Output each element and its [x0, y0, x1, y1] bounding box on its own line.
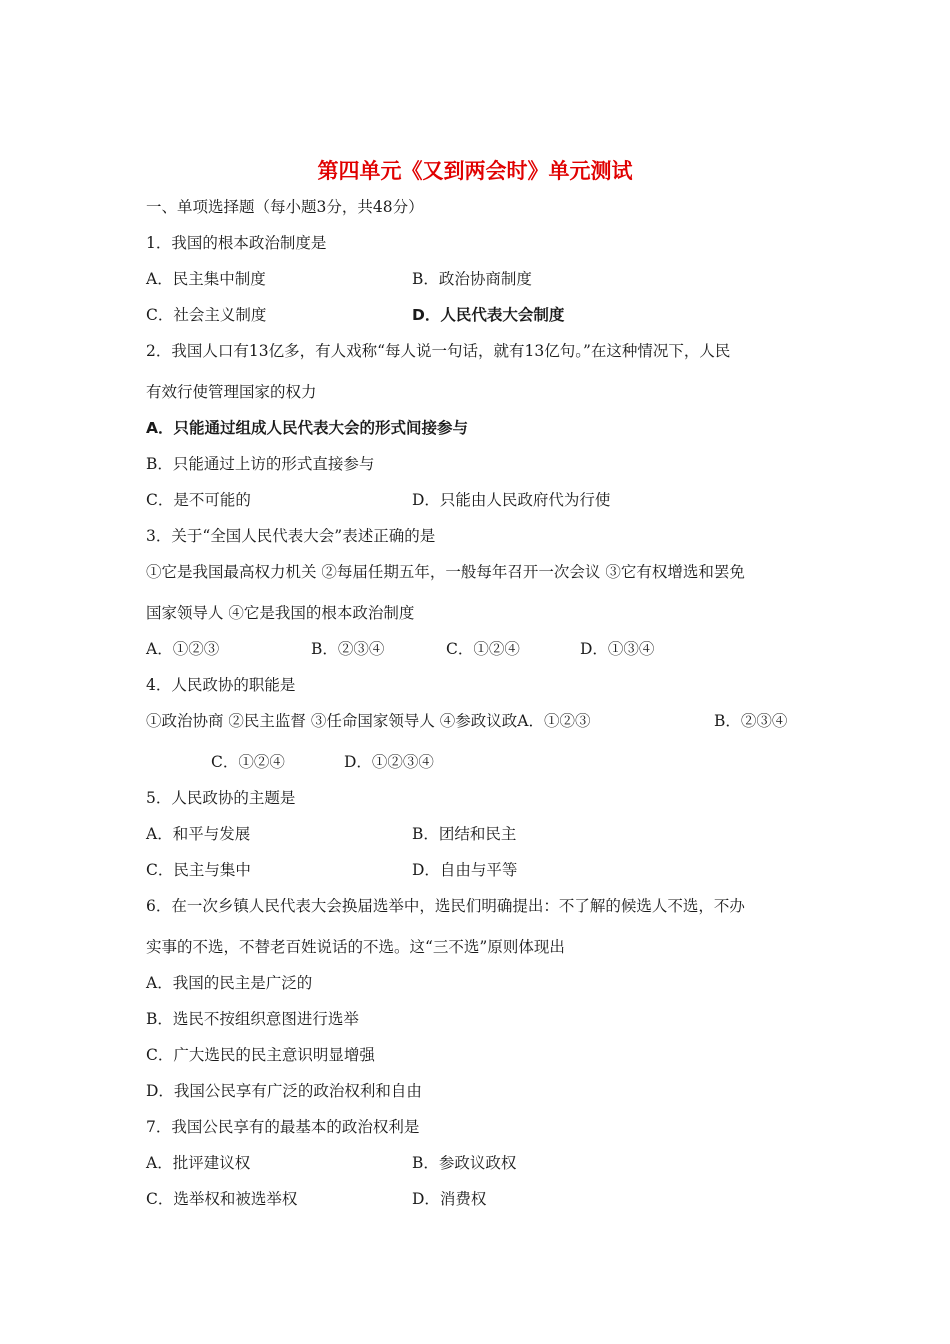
question-3-stem: 3．关于“全国人民代表大会”表述正确的是 [146, 527, 436, 545]
question-1-option-c: C．社会主义制度 [146, 306, 267, 324]
question-1-option-b: B．政治协商制度 [412, 270, 532, 288]
question-3-items-line-1: ①它是我国最高权力机关 ②每届任期五年，一般每年召开一次会议 ③它有权增选和罢免 [146, 563, 745, 581]
question-7-stem: 7．我国公民享有的最基本的政治权利是 [146, 1118, 420, 1136]
question-2-option-b: B．只能通过上访的形式直接参与 [146, 455, 375, 473]
question-3-option-b: B．②③④ [311, 640, 385, 658]
question-5-option-b: B．团结和民主 [412, 825, 517, 843]
question-1-option-d: D．人民代表大会制度 [412, 306, 565, 324]
question-5-option-d: D．自由与平等 [412, 861, 518, 879]
question-6-option-b: B．选民不按组织意图进行选举 [146, 1010, 359, 1028]
question-4-option-b: B．②③④ [714, 712, 788, 730]
question-7-option-a: A．批评建议权 [146, 1154, 251, 1172]
question-5-stem: 5．人民政协的主题是 [146, 789, 296, 807]
question-2-stem-line-2: 有效行使管理国家的权力 [146, 383, 317, 401]
question-7-option-c: C．选举权和被选举权 [146, 1190, 298, 1208]
question-7-option-b: B．参政议政权 [412, 1154, 517, 1172]
question-6-stem-line-1: 6．在一次乡镇人民代表大会换届选举中，选民们明确提出：不了解的候选人不选，不办 [146, 897, 745, 915]
question-6-option-a: A．我国的民主是广泛的 [146, 974, 313, 992]
question-4-option-c: C．①②④ [211, 753, 285, 771]
question-2-stem-line-1: 2．我国人口有13亿多，有人戏称“每人说一句话，就有13亿句。”在这种情况下，人民 [146, 342, 731, 360]
question-2-option-a: A．只能通过组成人民代表大会的形式间接参与 [146, 419, 468, 437]
question-3-items-line-2: 国家领导人 ④它是我国的根本政治制度 [146, 604, 415, 622]
question-2-option-d: D．只能由人民政府代为行使 [412, 491, 611, 509]
question-1-option-a: A．民主集中制度 [146, 270, 266, 288]
section-heading: 一、单项选择题（每小题3分，共48分） [146, 198, 424, 216]
question-3-option-d: D．①③④ [580, 640, 655, 658]
question-4-items: ①政治协商 ②民主监督 ③任命国家领导人 ④参政议政A．①②③ [146, 712, 591, 730]
question-6-option-c: C．广大选民的民主意识明显增强 [146, 1046, 375, 1064]
question-7-option-d: D．消费权 [412, 1190, 487, 1208]
question-3-option-c: C．①②④ [446, 640, 520, 658]
question-2-option-c: C．是不可能的 [146, 491, 251, 509]
question-6-option-d: D．我国公民享有广泛的政治权利和自由 [146, 1082, 422, 1100]
question-6-stem-line-2: 实事的不选，不替老百姓说话的不选。这“三不选”原则体现出 [146, 938, 565, 956]
question-4-option-d: D．①②③④ [344, 753, 434, 771]
question-1-stem: 1．我国的根本政治制度是 [146, 234, 327, 252]
question-5-option-a: A．和平与发展 [146, 825, 251, 843]
question-4-stem: 4．人民政协的职能是 [146, 676, 296, 694]
page-title: 第四单元《又到两会时》单元测试 [317, 159, 633, 183]
question-5-option-c: C．民主与集中 [146, 861, 251, 879]
question-3-option-a: A．①②③ [146, 640, 220, 658]
